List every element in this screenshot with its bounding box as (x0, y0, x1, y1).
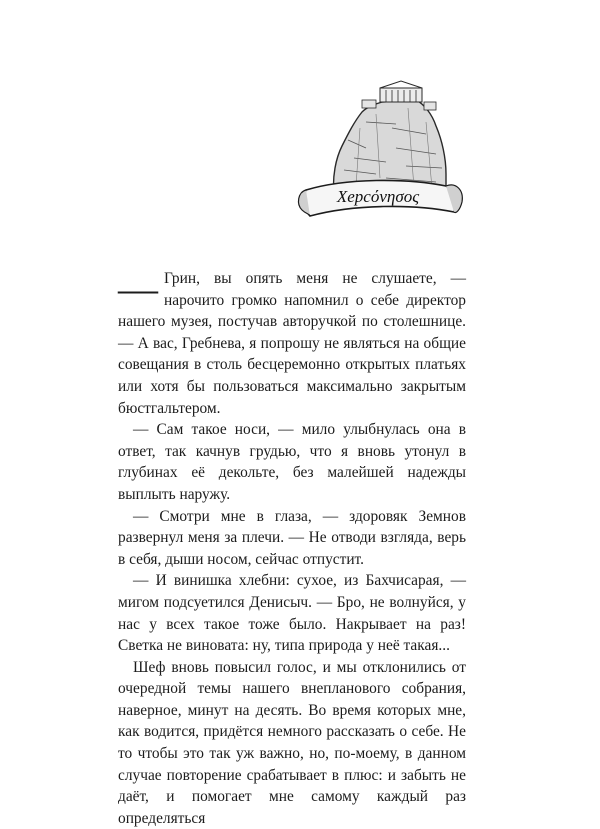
banner-title: Херсόνησος (336, 187, 420, 206)
body-text (118, 268, 466, 829)
paragraph-1 (118, 268, 466, 419)
drop-dash: — (118, 266, 158, 311)
acropolis-scroll-illustration (296, 78, 466, 223)
chapter-emblem (296, 78, 466, 223)
paragraph-3: — Смотри мне в глаза, — здоровяк Земнов развернул меня за плечи. — Не отводи взгляда, верь в себя, дыши носом, сейчас отпустит. (118, 507, 466, 568)
paragraph-5: Шеф вновь повысил голос, и мы отклонились от очередной темы нашего внепланового собрания, наверное, минут на десять. Во время которых мне, как водится, придётся немного рассказать о себе. Не то чтобы это так уж важно, но, по-моему, в данном случае повторение срабатывает в плюс: и забыть не даёт, и помогает мне самому каждый раз определяться (118, 658, 466, 827)
paragraph-4: — И винишка хлебни: сухое, из Бахчисарая, — мигом подсуетился Денисыч. — Бро, не волнуйся, у нас у всех такое тоже было. Накрывает на раз! Светка не виновата: ну, типа природа у неё такая... (118, 572, 466, 655)
paragraph-2: — Сам такое носи, — мило улыбнулась она в ответ, так качнув грудью, что я вновь утонул в глубинах её декольте, без малейшей надежды выплыть наружу. (118, 421, 466, 503)
paragraph-1-text: Грин, вы опять меня не слушаете, — нарочито громко напомнил о себе директор нашего музея, постучав авторучкой по столешнице. — А вас, Гребнева, я попрошу не являться на общие совещания в столь бесцеремонно открытых платьях или хотя бы пользоваться максимально закрытым бюстгальтером. (118, 270, 466, 417)
